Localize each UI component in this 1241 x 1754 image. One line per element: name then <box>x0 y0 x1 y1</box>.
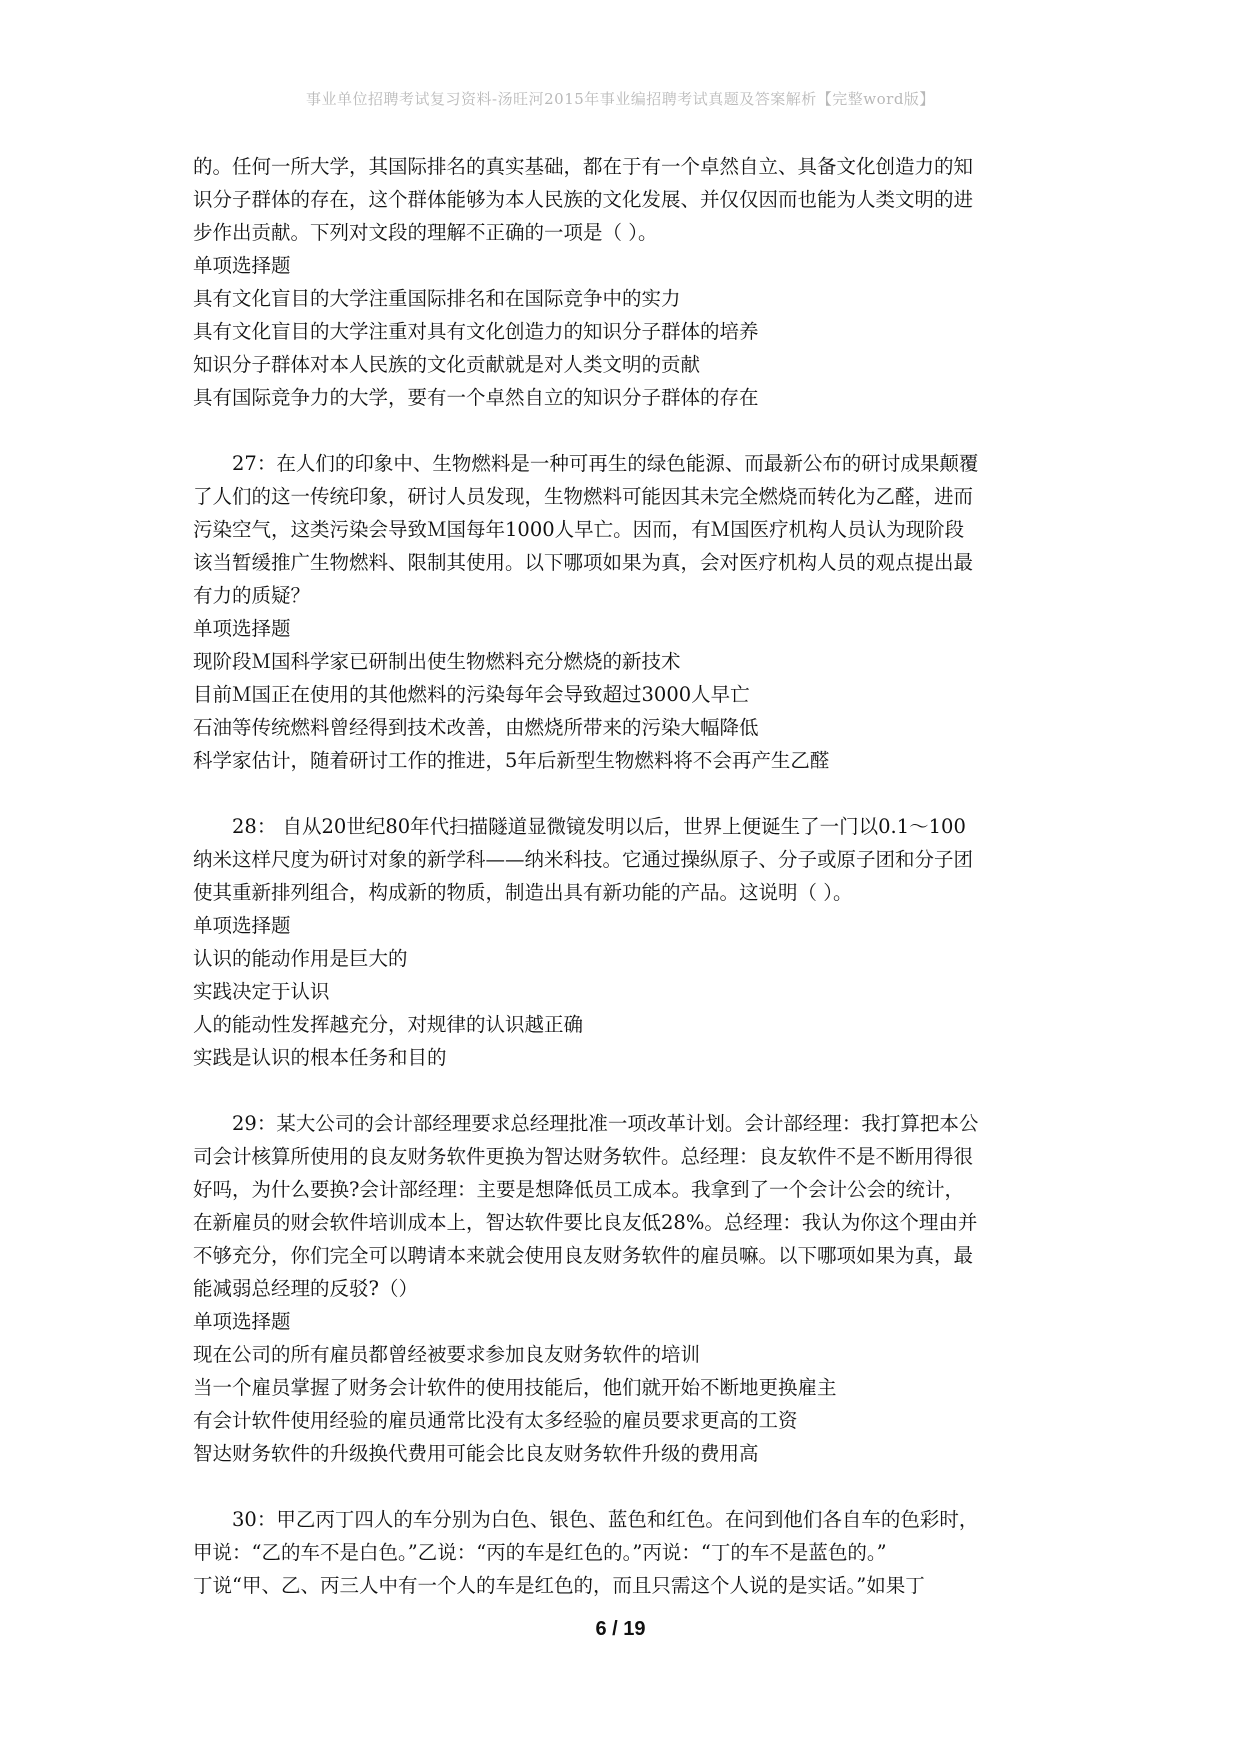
paragraph-gap <box>193 1074 1063 1107</box>
document-body <box>193 150 1063 1602</box>
answer-option: 人的能动性发挥越充分，对规律的认识越正确 <box>193 1013 584 1036</box>
answer-option: 科学家估计，随着研讨工作的推进，5年后新型生物燃料将不会再产生乙醛 <box>193 749 830 772</box>
question-stem-line: 污染空气，这类污染会导致Ｍ国每年1000人早亡。因而，有Ｍ国医疗机构人员认为现阶段 <box>193 518 965 541</box>
question-28 <box>193 810 1063 1074</box>
question-stem-line: 28： 自从20世纪80年代扫描隧道显微镜发明以后，世界上便诞生了一门以0.1～100 <box>232 815 966 838</box>
answer-option: 认识的能动作用是巨大的 <box>193 947 408 970</box>
question-stem-line: 使其重新排列组合，构成新的物质，制造出具有新功能的产品。这说明（ ）。 <box>193 881 853 904</box>
page-number: 6 / 19 <box>595 1618 646 1640</box>
page-header: 事业单位招聘考试复习资料-汤旺河2015年事业编招聘考试真题及答案解析【完整word版】 <box>306 90 935 108</box>
question-30 <box>193 1503 1063 1602</box>
question-type-label: 单项选择题 <box>193 1310 291 1333</box>
answer-option: 智达财务软件的升级换代费用可能会比良友财务软件升级的费用高 <box>193 1442 759 1465</box>
answer-option: 实践决定于认识 <box>193 980 330 1003</box>
paragraph-gap <box>193 777 1063 810</box>
answer-option: 知识分子群体对本人民族的文化贡献就是对人类文明的贡献 <box>193 353 701 376</box>
answer-option: 有会计软件使用经验的雇员通常比没有太多经验的雇员要求更高的工资 <box>193 1409 798 1432</box>
question-stem-line: 30：甲乙丙丁四人的车分别为白色、银色、蓝色和红色。在问到他们各自车的色彩时， <box>232 1508 979 1531</box>
answer-option: 现阶段Ｍ国科学家已研制出使生物燃料充分燃烧的新技术 <box>193 650 681 673</box>
question-stem-line: 识分子群体的存在，这个群体能够为本人民族的文化发展、并仅仅因而也能为人类文明的进 <box>193 188 974 211</box>
paragraph-gap <box>193 414 1063 447</box>
question-type-label: 单项选择题 <box>193 914 291 937</box>
question-stem-line: 29：某大公司的会计部经理要求总经理批准一项改革计划。会计部经理：我打算把本公 <box>232 1112 979 1135</box>
question-stem-line: 甲说：“乙的车不是白色。”乙说：“丙的车是红色的。”丙说：“丁的车不是蓝色的。” <box>193 1541 887 1564</box>
question-stem-line: 了人们的这一传统印象，研讨人员发现，生物燃料可能因其未完全燃烧而转化为乙醛，进而 <box>193 485 974 508</box>
paragraph-gap <box>193 1470 1063 1503</box>
question-stem-line: 丁说“甲、乙、丙三人中有一个人的车是红色的，而且只需这个人说的是实话。”如果丁 <box>193 1574 925 1597</box>
question-29 <box>193 1107 1063 1470</box>
question-stem-line: 纳米这样尺度为研讨对象的新学科——纳米科技。它通过操纵原子、分子或原子团和分子团 <box>193 848 974 871</box>
question-stem-line: 有力的质疑？ <box>193 584 311 607</box>
question-stem-line: 司会计核算所使用的良友财务软件更换为智达财务软件。总经理：良友软件不是不断用得很 <box>193 1145 974 1168</box>
question-stem-line: 在新雇员的财会软件培训成本上，智达软件要比良友低28%。总经理：我认为你这个理由并 <box>193 1211 978 1234</box>
answer-option: 目前Ｍ国正在使用的其他燃料的污染每年会导致超过3000人早亡 <box>193 683 750 706</box>
question-stem-line: 不够充分，你们完全可以聘请本来就会使用良友财务软件的雇员嘛。以下哪项如果为真，最 <box>193 1244 974 1267</box>
question-type-label: 单项选择题 <box>193 617 291 640</box>
answer-option: 石油等传统燃料曾经得到技术改善，由燃烧所带来的污染大幅降低 <box>193 716 759 739</box>
question-stem-line: 好吗，为什么要换?会计部经理：主要是想降低员工成本。我拿到了一个会计公会的统计， <box>193 1178 964 1201</box>
question-stem-line: 27：在人们的印象中、生物燃料是一种可再生的绿色能源、而最新公布的研讨成果颠覆 <box>232 452 979 475</box>
answer-option: 具有国际竞争力的大学，要有一个卓然自立的知识分子群体的存在 <box>193 386 759 409</box>
question-stem-line: 的。任何一所大学，其国际排名的真实基础，都在于有一个卓然自立、具备文化创造力的知 <box>193 155 974 178</box>
question-stem-line: 该当暂缓推广生物燃料、限制其使用。以下哪项如果为真，会对医疗机构人员的观点提出最 <box>193 551 974 574</box>
answer-option: 具有文化盲目的大学注重对具有文化创造力的知识分子群体的培养 <box>193 320 759 343</box>
answer-option: 实践是认识的根本任务和目的 <box>193 1046 447 1069</box>
question-stem-line: 步作出贡献。下列对文段的理解不正确的一项是（ ）。 <box>193 221 658 244</box>
answer-option: 现在公司的所有雇员都曾经被要求参加良友财务软件的培训 <box>193 1343 701 1366</box>
question-stem-line: 能减弱总经理的反驳?（） <box>193 1277 418 1300</box>
answer-option: 具有文化盲目的大学注重国际排名和在国际竞争中的实力 <box>193 287 681 310</box>
answer-option: 当一个雇员掌握了财务会计软件的使用技能后，他们就开始不断地更换雇主 <box>193 1376 837 1399</box>
question-26 <box>193 150 1063 414</box>
question-27 <box>193 447 1063 777</box>
question-type-label: 单项选择题 <box>193 254 291 277</box>
